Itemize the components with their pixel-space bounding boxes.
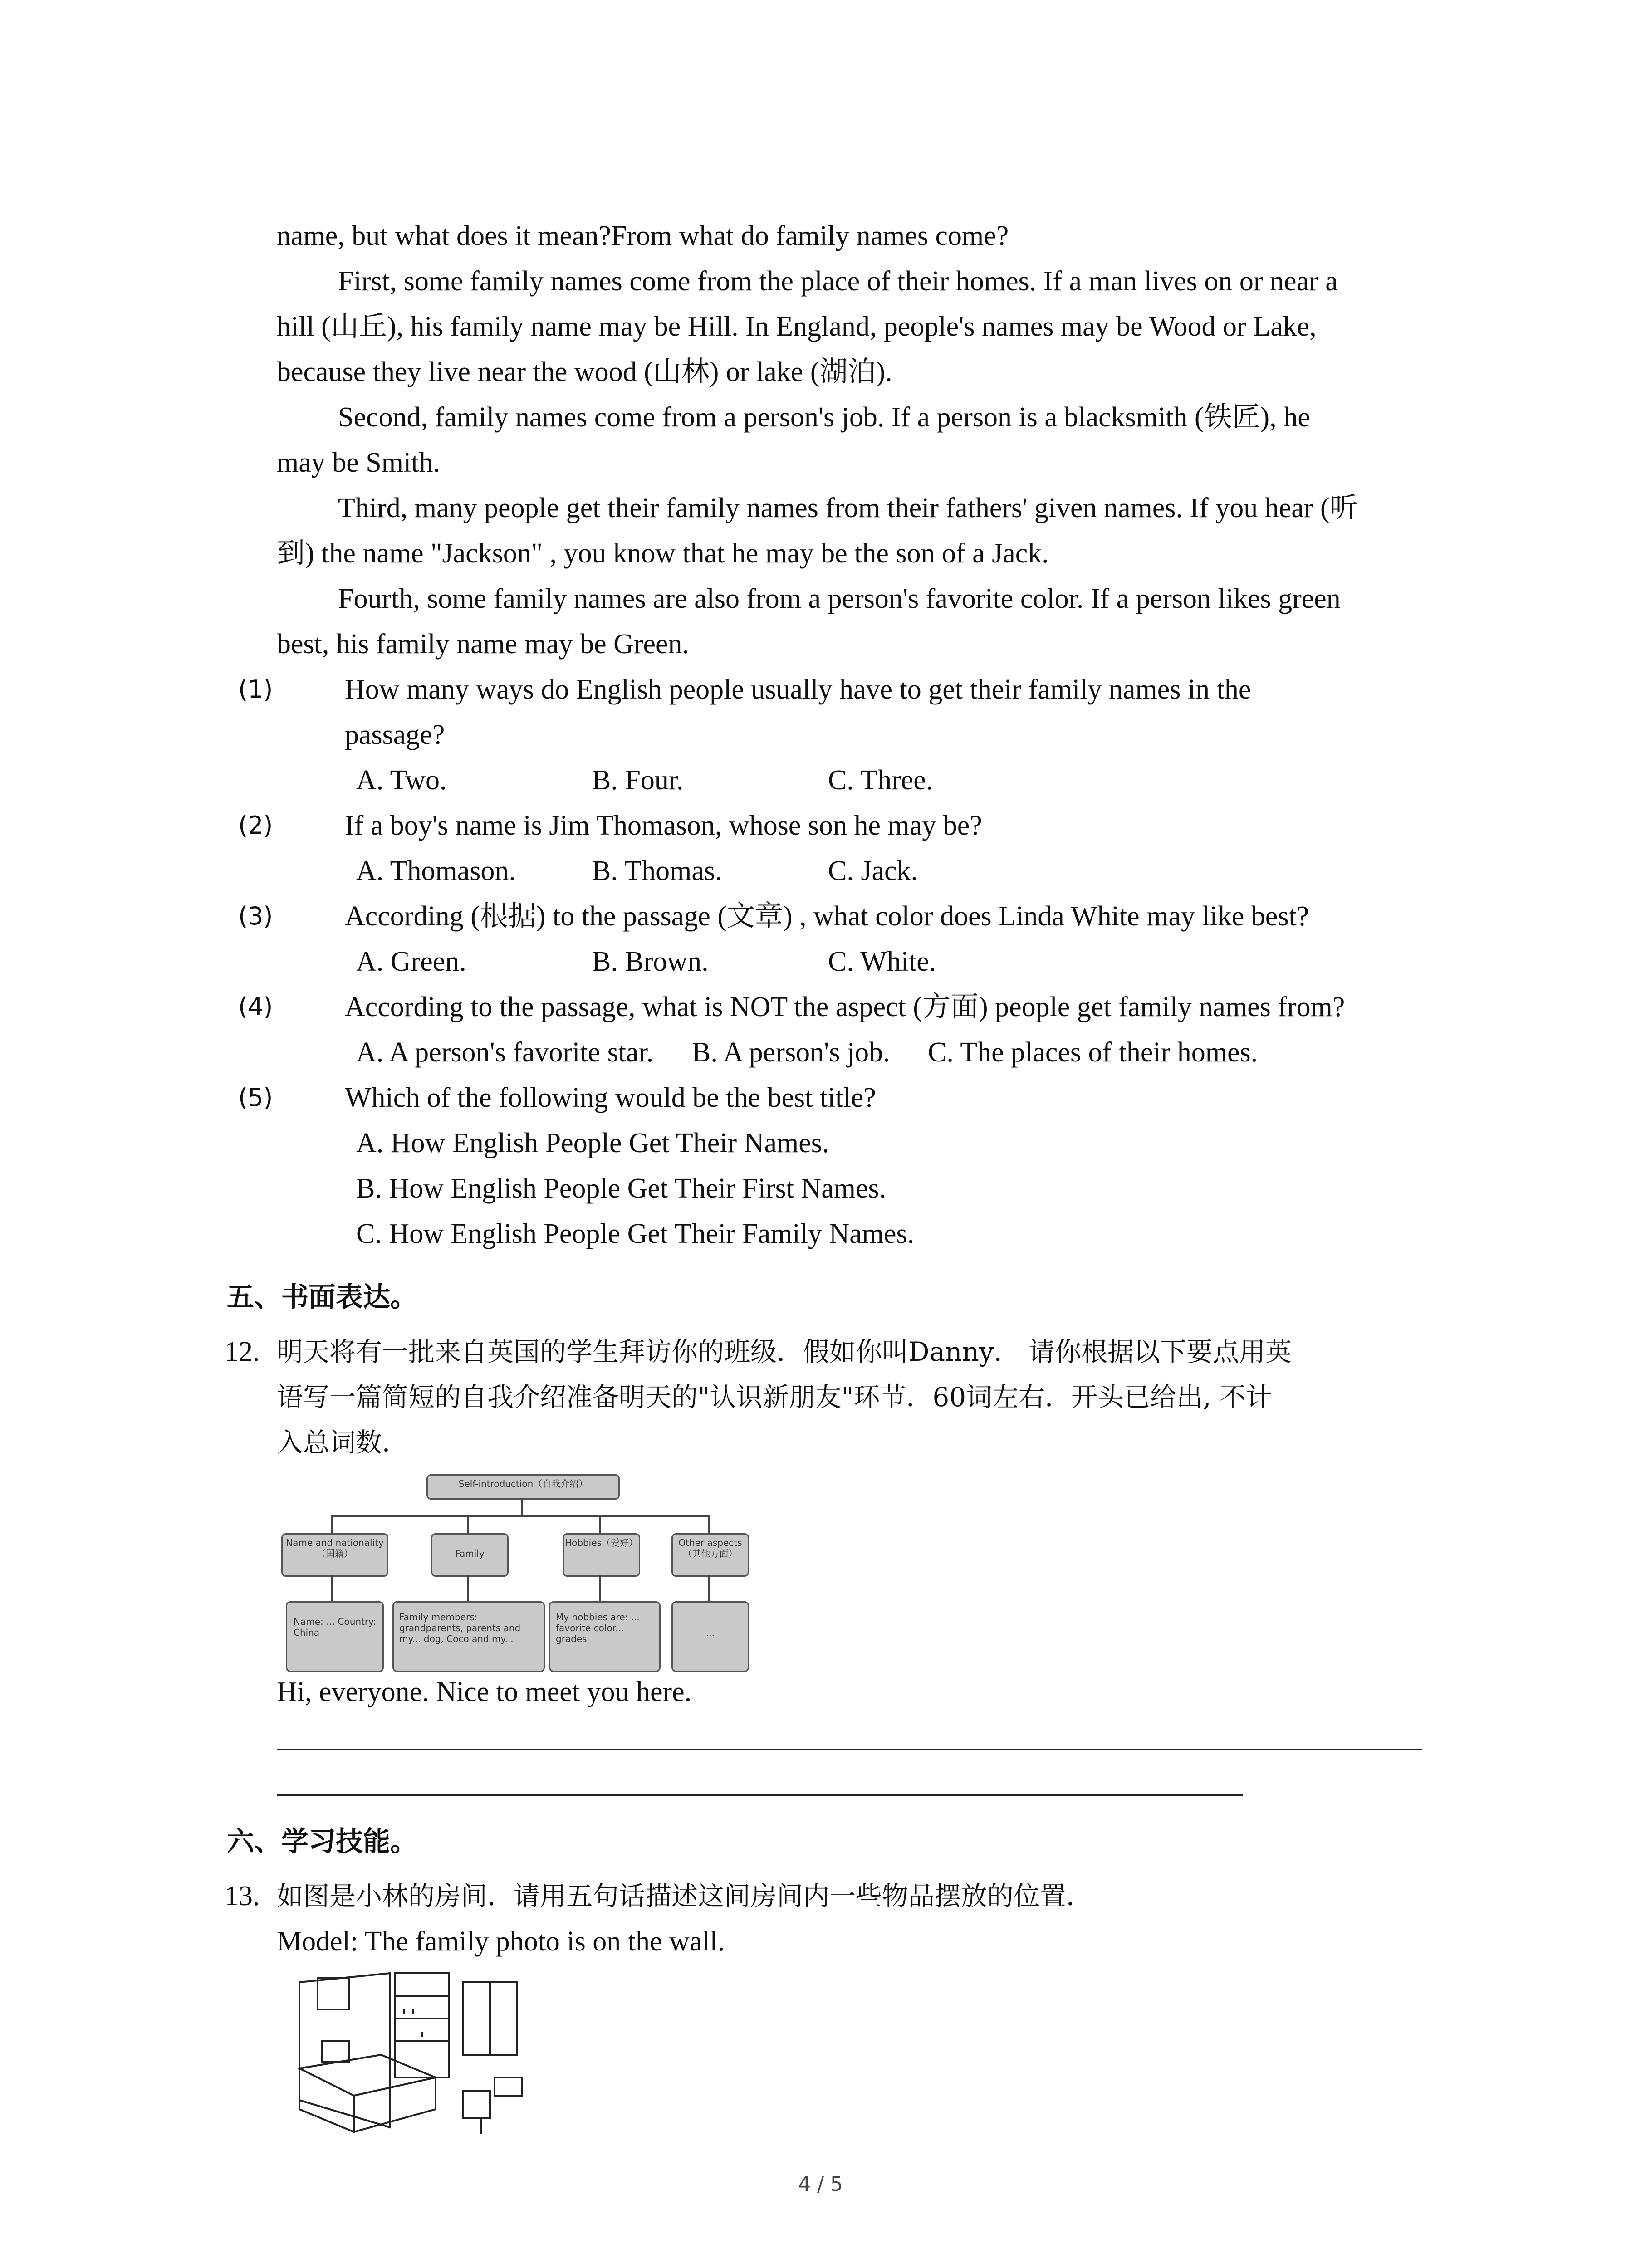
passage-line: 到) the name "Jackson" , you know that he may be the son of a Jack. bbox=[277, 538, 1049, 569]
diagram-detail-box bbox=[549, 1601, 661, 1672]
option-a: A. Green. bbox=[356, 946, 466, 977]
question-number: 12. bbox=[225, 1336, 260, 1367]
diagram-connector bbox=[331, 1515, 333, 1533]
writing-prompt: 入总词数． bbox=[277, 1427, 409, 1458]
option-b: B. Brown. bbox=[592, 946, 709, 977]
passage-line: hill (山丘), his family name may be Hill. In England, people's names may be Wood or Lake, bbox=[277, 311, 1317, 342]
question-number: (4) bbox=[238, 992, 273, 1021]
diagram-connector bbox=[467, 1575, 469, 1602]
question-number: (2) bbox=[238, 811, 273, 840]
room-wall bbox=[299, 1973, 390, 2127]
diagram-branch-box bbox=[563, 1533, 640, 1577]
diagram-detail-box bbox=[392, 1601, 545, 1672]
diagram-detail-label: Family members: grandparents, parents and my... dog, Coco and my... bbox=[399, 1612, 521, 1644]
option-b: B. How English People Get Their First Names. bbox=[356, 1173, 887, 1204]
option-b: B. Thomas. bbox=[592, 855, 722, 886]
diagram-root-box bbox=[426, 1474, 620, 1500]
diagram-detail-label: My hobbies are: ... favorite color... grades bbox=[556, 1612, 640, 1644]
desk-top bbox=[299, 2055, 436, 2096]
passage-line: name, but what does it mean?From what do family names come? bbox=[277, 220, 1009, 251]
diagram-detail-box bbox=[671, 1601, 749, 1672]
option-c: C. The places of their homes. bbox=[928, 1037, 1258, 1068]
diagram-branch-label: Hobbies（爱好） bbox=[565, 1537, 638, 1548]
passage-line: Third, many people get their family names from their fathers' given names. If you hear (听 bbox=[338, 493, 1358, 523]
question-text: According (根据) to the passage (文章) , what color does Linda White may like best? bbox=[345, 901, 1309, 932]
question-text: How many ways do English people usually have to get their family names in the bbox=[345, 674, 1251, 705]
diagram-detail-label: ... bbox=[705, 1628, 715, 1638]
question-text: passage? bbox=[345, 719, 445, 750]
question-number: 13. bbox=[225, 1881, 260, 1911]
question-number: (5) bbox=[238, 1083, 273, 1112]
diagram-branch-label: Other aspects（其他方面） bbox=[678, 1537, 742, 1559]
passage-line: may be Smith. bbox=[277, 447, 440, 478]
diagram-connector bbox=[521, 1498, 523, 1516]
diagram-branch-box bbox=[671, 1533, 749, 1577]
question-number: (3) bbox=[238, 902, 273, 930]
option-c: C. Three. bbox=[828, 765, 933, 796]
self-introduction-diagram bbox=[277, 1470, 780, 1678]
option-a: A. How English People Get Their Names. bbox=[356, 1128, 829, 1158]
option-b: B. A person's job. bbox=[692, 1037, 890, 1068]
diagram-connector bbox=[331, 1515, 708, 1517]
diagram-connector bbox=[708, 1515, 710, 1533]
chair bbox=[463, 2091, 490, 2118]
answer-line[interactable] bbox=[277, 1794, 1243, 1796]
writing-opening: Hi, everyone. Nice to meet you here. bbox=[277, 1677, 692, 1707]
diagram-branch-label: Family bbox=[455, 1548, 485, 1559]
diagram-branch-box bbox=[281, 1533, 388, 1577]
toy-car bbox=[495, 2077, 522, 2096]
diagram-connector bbox=[599, 1515, 601, 1533]
page-number: 4 / 5 bbox=[798, 2173, 843, 2196]
family-photo-frame bbox=[318, 1978, 349, 2009]
question-text: If a boy's name is Jim Thomason, whose son he may be? bbox=[345, 810, 982, 841]
skills-model: Model: The family photo is on the wall. bbox=[277, 1926, 725, 1957]
option-c: C. Jack. bbox=[828, 855, 918, 886]
section-heading: 五、书面表达。 bbox=[227, 1281, 417, 1313]
diagram-connector bbox=[331, 1575, 333, 1602]
skills-prompt: 如图是小林的房间．请用五句话描述这间房间内一些物品摆放的位置． bbox=[277, 1881, 1093, 1911]
option-a: A. A person's favorite star. bbox=[356, 1037, 654, 1068]
diagram-detail-box bbox=[286, 1601, 384, 1672]
option-c: C. How English People Get Their Family Names. bbox=[356, 1218, 915, 1249]
diagram-connector bbox=[467, 1515, 469, 1533]
diagram-detail-label: Name: ... Country: China bbox=[294, 1616, 377, 1638]
diagram-branch-label: Name and nationality（国籍） bbox=[286, 1537, 384, 1559]
passage-line: Second, family names come from a person's job. If a person is a blacksmith (铁匠), he bbox=[338, 402, 1310, 433]
diagram-branch-box bbox=[431, 1533, 509, 1577]
diagram-connector bbox=[599, 1575, 601, 1602]
question-number: (1) bbox=[238, 675, 273, 704]
passage-line: Fourth, some family names are also from a person's favorite color. If a person likes green bbox=[338, 583, 1341, 614]
passage-line: best, his family name may be Green. bbox=[277, 629, 690, 660]
computer bbox=[322, 2041, 349, 2062]
passage-line: First, some family names come from the place of their homes. If a man lives on or near a bbox=[338, 266, 1338, 297]
diagram-root-label: Self-introduction（自我介绍） bbox=[458, 1478, 588, 1489]
writing-prompt: 明天将有一批来自英国的学生拜访你的班级．假如你叫Danny． 请你根据以下要点用英 bbox=[277, 1336, 1292, 1367]
option-a: A. Two. bbox=[356, 765, 447, 796]
question-text: According to the passage, what is NOT the aspect (方面) people get family names from? bbox=[345, 992, 1345, 1022]
option-b: B. Four. bbox=[592, 765, 684, 796]
passage-line: because they live near the wood (山林) or lake (湖泊). bbox=[277, 357, 892, 387]
section-heading: 六、学习技能。 bbox=[227, 1826, 417, 1857]
answer-line[interactable] bbox=[277, 1749, 1422, 1750]
question-text: Which of the following would be the best title? bbox=[345, 1082, 876, 1113]
room-sketch-image bbox=[290, 1964, 535, 2136]
option-a: A. Thomason. bbox=[356, 855, 516, 886]
option-c: C. White. bbox=[828, 946, 936, 977]
diagram-connector bbox=[708, 1575, 710, 1602]
writing-prompt: 语写一篇简短的自我介绍准备明天的"认识新朋友"环节．60词左右．开头已给出, 不计 bbox=[277, 1382, 1273, 1413]
bookshelf bbox=[395, 1973, 449, 2077]
